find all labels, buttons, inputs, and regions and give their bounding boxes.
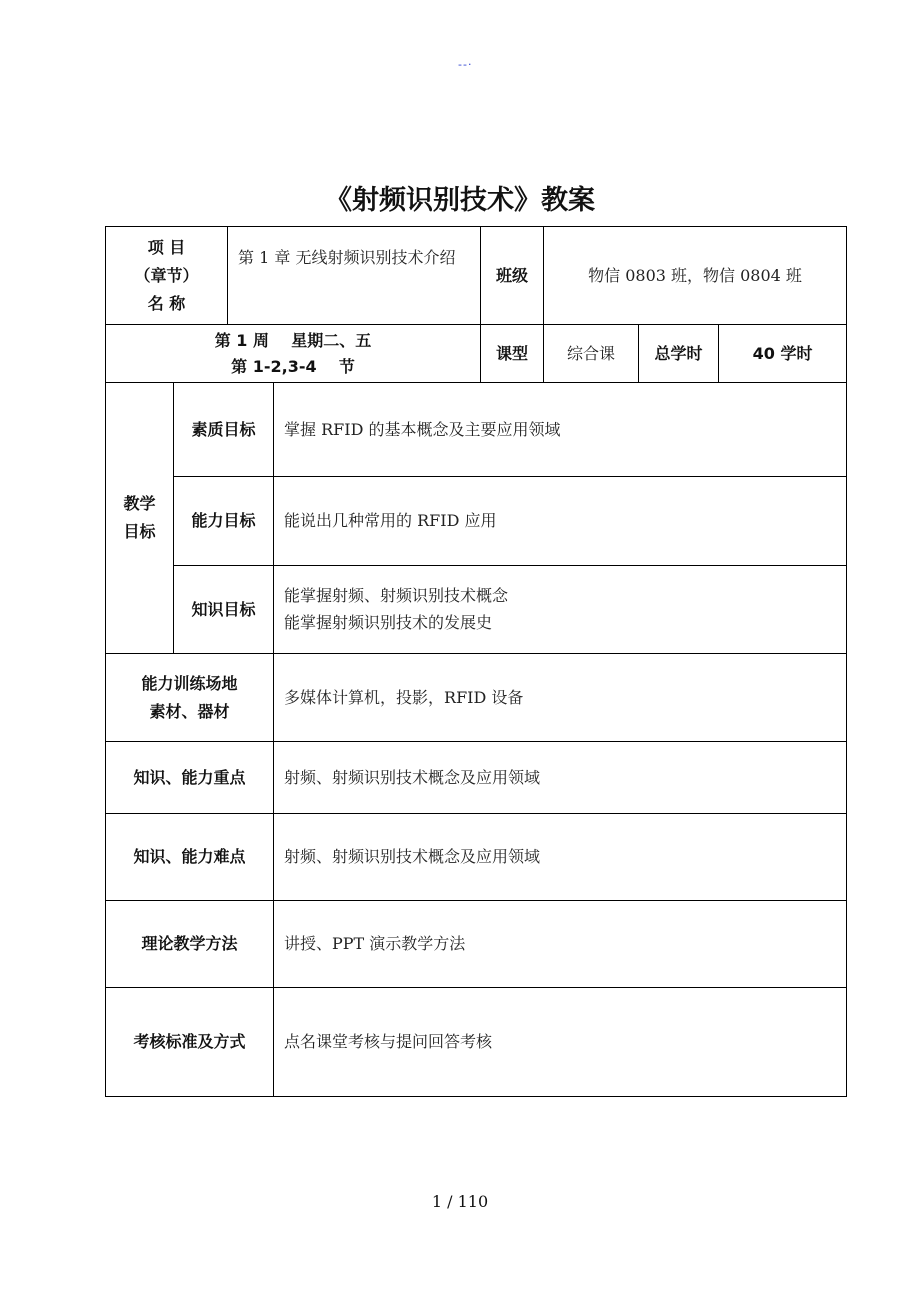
class-label: 班级 [481, 227, 544, 325]
table-row [106, 325, 847, 383]
ability-objective-value: 能说出几种常用的 RFID 应用 [274, 477, 847, 566]
method-value: 讲授、PPT 演示教学方法 [274, 901, 847, 988]
schedule-cell [106, 325, 481, 383]
venue-label-line1: 能力训练场地 [141, 673, 238, 693]
objectives-label-line2: 目标 [123, 522, 156, 541]
chapter-cell [228, 227, 481, 325]
venue-label [106, 654, 274, 742]
class-value: 物信 0803 班，物信 0804 班 [544, 227, 847, 325]
key-points-label: 知识、能力重点 [106, 742, 274, 814]
table-row [106, 383, 847, 477]
table-row [106, 814, 847, 901]
assessment-label: 考核标准及方式 [106, 988, 274, 1097]
course-type-value: 综合课 [544, 325, 639, 383]
page-title: 《射频识别技术》教案 [325, 185, 595, 216]
page-number: 1 / 110 [431, 1192, 489, 1211]
course-type-label: 课型 [481, 325, 544, 383]
venue-value: 多媒体计算机，投影，RFID 设备 [274, 654, 847, 742]
table-row [106, 901, 847, 988]
total-hours-label: 总学时 [639, 325, 719, 383]
difficulties-label: 知识、能力难点 [106, 814, 274, 901]
knowledge-objective-line1: 能掌握射频、射频识别技术概念 [284, 586, 509, 606]
key-points-value: 射频、射频识别技术概念及应用领域 [274, 742, 847, 814]
project-label-line2: （章节） [134, 265, 199, 285]
project-label-cell [106, 227, 228, 325]
schedule-line2: 第 1-2,3-4 节 [231, 356, 355, 376]
table-row [106, 742, 847, 814]
method-label: 理论教学方法 [106, 901, 274, 988]
knowledge-objective-label: 知识目标 [174, 566, 274, 654]
lesson-plan-table [105, 226, 847, 1097]
knowledge-objective-value [274, 566, 847, 654]
quality-objective-label: 素质目标 [174, 383, 274, 477]
schedule-line1: 第 1 周 星期二、五 [214, 330, 372, 350]
quality-objective-value: 掌握 RFID 的基本概念及主要应用领域 [274, 383, 847, 477]
objectives-group-label [106, 383, 174, 654]
knowledge-objective-line2: 能掌握射频识别技术的发展史 [284, 612, 493, 632]
table-row [106, 566, 847, 654]
difficulties-value: 射频、射频识别技术概念及应用领域 [274, 814, 847, 901]
header-mark: --· [458, 58, 473, 71]
table-row [106, 988, 847, 1097]
table-row [106, 654, 847, 742]
ability-objective-label: 能力目标 [174, 477, 274, 566]
venue-label-line2: 素材、器材 [149, 701, 230, 721]
table-row [106, 227, 847, 325]
objectives-label-line1: 教学 [123, 494, 156, 513]
project-label-line3: 名 称 [147, 293, 186, 313]
table-row [106, 477, 847, 566]
assessment-value: 点名课堂考核与提问回答考核 [274, 988, 847, 1097]
chapter-value: 第 1 章 无线射频识别技术介绍 [238, 248, 456, 267]
project-label-line1: 项 目 [147, 237, 186, 257]
total-hours-value: 40 学时 [719, 325, 847, 383]
